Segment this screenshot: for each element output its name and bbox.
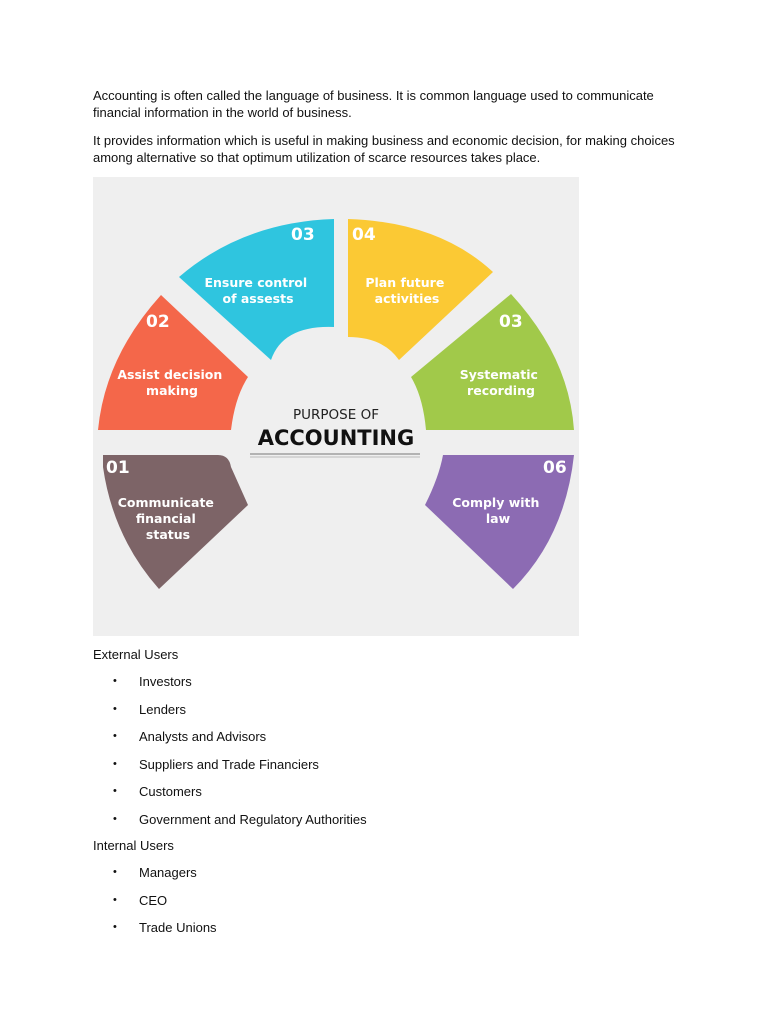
list-item-text: Suppliers and Trade Financiers	[139, 756, 319, 772]
list-item-text: Trade Unions	[139, 920, 217, 936]
segment-01-number: 01	[106, 458, 130, 478]
list-item-text: Analysts and Advisors	[139, 729, 267, 745]
bullet-icon: •	[113, 730, 117, 743]
segment-01-title-line: financial	[135, 511, 196, 526]
segment-03-number: 03	[291, 225, 315, 245]
internal-users-heading: Internal Users	[93, 838, 174, 853]
segment-04-title	[365, 275, 448, 306]
bullet-icon: •	[113, 893, 117, 906]
bullet-icon: •	[113, 785, 117, 798]
segment-04-number: 04	[352, 225, 376, 245]
center-subtitle: PURPOSE OF	[293, 407, 379, 423]
purpose-infographic	[93, 177, 579, 636]
purpose-of-accounting-figure	[93, 177, 579, 636]
bullet-icon: •	[113, 675, 117, 687]
bullet-icon: •	[113, 866, 117, 878]
segment-05-number: 03	[499, 312, 523, 332]
list-item-text: Lenders	[139, 701, 186, 717]
segment-05-title-line: Systematic	[459, 367, 538, 382]
segment-01-title-line: Communicate	[117, 495, 214, 510]
bullet-icon: •	[113, 757, 117, 770]
list-item-text: Government and Regulatory Authorities	[139, 811, 367, 827]
bullet-icon: •	[113, 812, 117, 825]
segment-01-title-line: status	[145, 527, 191, 542]
segment-02-title-line: Assist decision	[117, 367, 223, 382]
bullet-icon: •	[113, 702, 117, 715]
bullet-icon: •	[113, 921, 117, 934]
intro-paragraph-1: Accounting is often called the language of business. It is common language used to communicate financial information in the world of business.	[93, 88, 654, 120]
segment-02-title-line: making	[146, 383, 198, 398]
segment-03-title-line: Ensure control	[204, 275, 308, 290]
segment-06-title-line: law	[485, 511, 511, 526]
segment-03-title-line: of assests	[222, 291, 294, 306]
center-title: ACCOUNTING	[257, 426, 415, 450]
segment-05-title-line: recording	[467, 383, 535, 398]
segment-06-number: 06	[543, 458, 567, 478]
segment-02-number: 02	[146, 312, 170, 332]
external-users-heading: External Users	[93, 647, 179, 662]
list-item-text: Investors	[139, 674, 192, 689]
segment-05-title	[460, 367, 543, 398]
segment-04-title-line: Plan future	[365, 275, 445, 290]
list-item-text: Managers	[139, 865, 197, 880]
segment-04-title-line: activities	[374, 291, 440, 306]
list-item-text: CEO	[139, 892, 168, 908]
list-item-text: Customers	[139, 784, 202, 800]
intro-paragraph-2: It provides information which is useful in making business and economic decision, for making choices among alternative so that optimum utilization of scarce resources takes place.	[93, 133, 675, 165]
segment-06-title-line: Comply with	[452, 495, 540, 510]
